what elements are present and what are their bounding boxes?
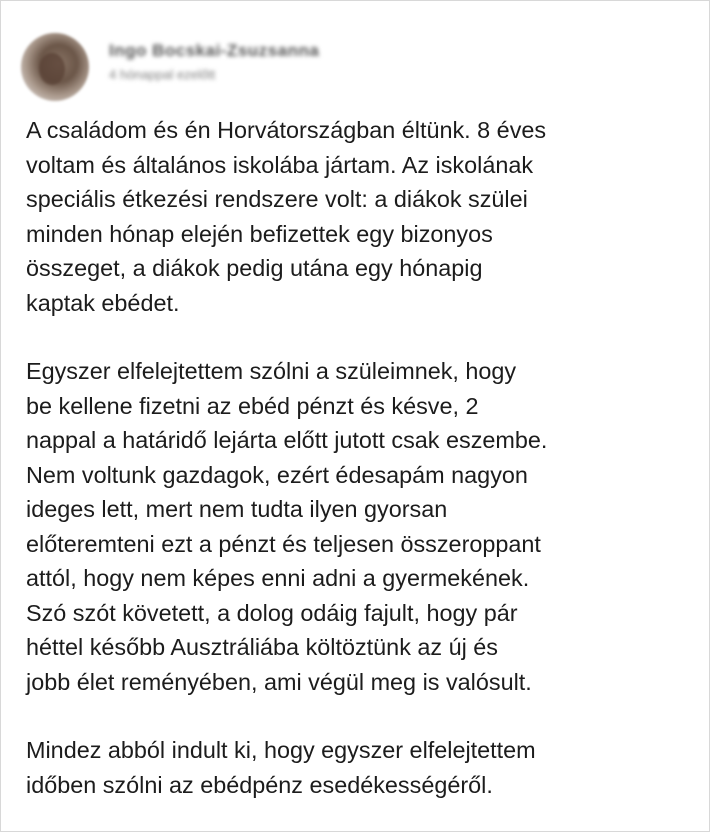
avatar[interactable] xyxy=(21,33,89,101)
post-body xyxy=(26,113,696,832)
post-header xyxy=(21,23,441,103)
author-subtitle: 4 hónappal ezelőtt xyxy=(109,67,216,82)
post-paragraph: Mindez abból indult ki, hogy egyszer elfelejtettem időben szólni az ebédpénz esedékességéről. xyxy=(26,737,536,798)
author-name[interactable]: Ingo Bocskai-Zsuzsanna xyxy=(109,41,320,60)
post-paragraph: A családom és én Horvátországban éltünk. 8 éves voltam és általános iskolába jártam. Az iskolának speciális étkezési rendszere volt: a diákok szülei minden hónap elején befizettek egy bizonyos összeget, a diákok pedig utána egy hónapig kaptak ebédet. xyxy=(26,117,547,316)
post-paragraph: Egyszer elfelejtettem szólni a szüleimnek, hogy be kellene fizetni az ebéd pénzt és késve, 2 nappal a határidő lejárta előtt jutott csak eszembe. Nem voltunk gazdagok, ezért édesapám nagyon ideges lett, mert nem tudta ilyen gyorsan előteremteni ezt a pénzt és teljesen összeroppant attól, hogy nem képes enni adni a gyermekének. Szó szót követett, a dolog odáig fajult, hogy pár héttel később Ausztráliába költöztünk az új és jobb élet reményében, ami végül meg is valósult. xyxy=(26,358,548,695)
